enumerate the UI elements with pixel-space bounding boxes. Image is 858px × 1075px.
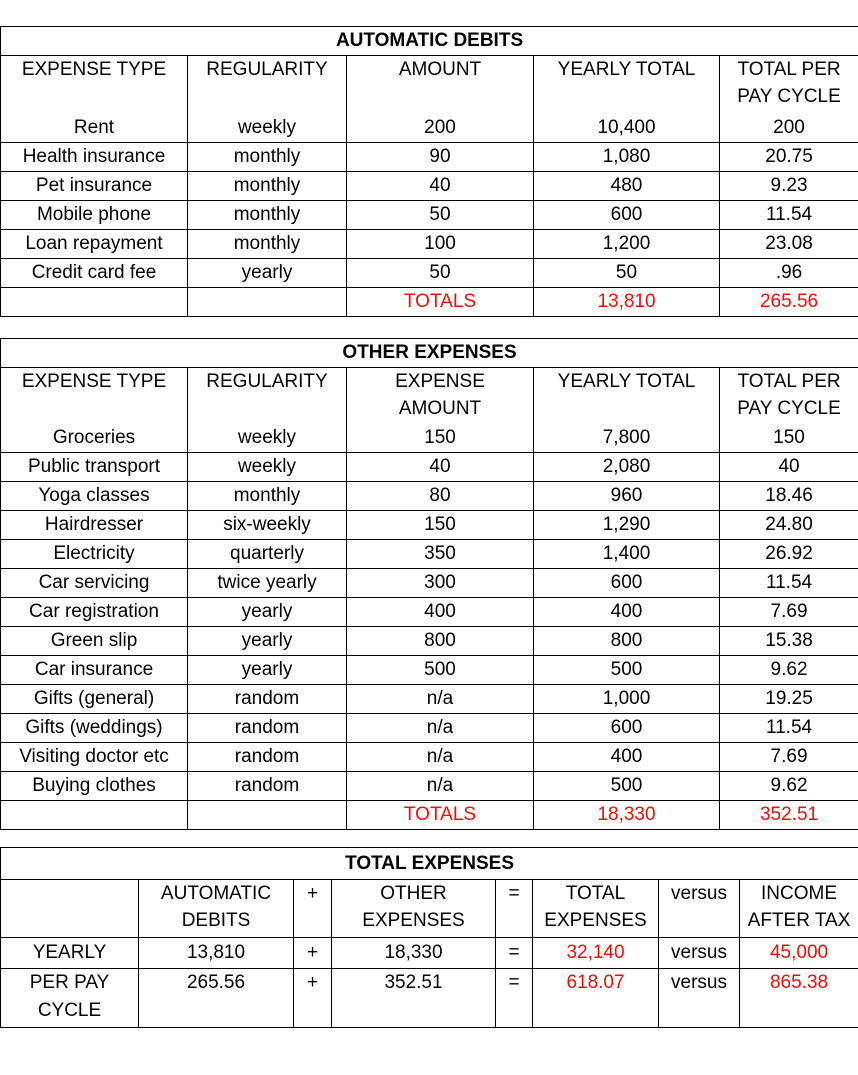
yearly-total-cell: 1,200 (534, 229, 720, 258)
totals-per-pay-cycle: 265.56 (720, 287, 858, 316)
amount-cell: 40 (347, 452, 534, 481)
header-line: EXPENSES (544, 910, 647, 931)
regularity-cell: twice yearly (188, 568, 347, 597)
table-row (1, 258, 858, 287)
table-row (1, 142, 858, 171)
table-row (1, 626, 858, 655)
totals-yearly: 18,330 (534, 800, 720, 829)
amount-cell: 500 (347, 655, 534, 684)
section-title: AUTOMATIC DEBITS (1, 27, 858, 56)
versus-label: versus (659, 969, 740, 1028)
expense-type-cell: Car insurance (1, 655, 188, 684)
yearly-automatic: 13,810 (139, 938, 294, 969)
totals-label: TOTALS (347, 800, 534, 829)
amount-cell: 90 (347, 142, 534, 171)
column-header: AMOUNT (347, 56, 534, 114)
expense-type-cell: Gifts (general) (1, 684, 188, 713)
header-line: DEBITS (181, 910, 251, 931)
regularity-cell: weekly (188, 114, 347, 143)
regularity-cell: weekly (188, 452, 347, 481)
table-row (1, 481, 858, 510)
per-pay-cycle-other: 352.51 (332, 969, 496, 1028)
per-pay-cycle-cell: .96 (720, 258, 858, 287)
yearly-total-cell: 2,080 (534, 452, 720, 481)
totals-yearly: 13,810 (534, 287, 720, 316)
yearly-total-cell: 400 (534, 742, 720, 771)
yearly-total-cell: 800 (534, 626, 720, 655)
amount-cell: 150 (347, 510, 534, 539)
regularity-cell: random (188, 771, 347, 800)
per-pay-cycle-cell: 11.54 (720, 200, 858, 229)
column-header: EXPENSE TYPE (1, 368, 188, 424)
yearly-total-cell: 960 (534, 481, 720, 510)
column-header (720, 368, 858, 424)
expense-type-cell: Mobile phone (1, 200, 188, 229)
header-line: AUTOMATIC (160, 883, 272, 904)
section-title: OTHER EXPENSES (1, 339, 858, 368)
versus-label: versus (659, 880, 740, 938)
regularity-cell: yearly (188, 655, 347, 684)
header-row (1, 880, 858, 938)
expense-type-cell: Groceries (1, 424, 188, 453)
totals-label: TOTALS (347, 287, 534, 316)
regularity-cell: random (188, 713, 347, 742)
yearly-total-cell: 7,800 (534, 424, 720, 453)
label-line: PER PAY (29, 972, 110, 993)
regularity-cell: monthly (188, 481, 347, 510)
column-header (720, 56, 858, 114)
expense-type-cell: Health insurance (1, 142, 188, 171)
expense-type-cell: Car servicing (1, 568, 188, 597)
versus-label: versus (659, 938, 740, 969)
per-pay-cycle-cell: 7.69 (720, 597, 858, 626)
empty-cell (188, 800, 347, 829)
amount-cell: 150 (347, 424, 534, 453)
per-pay-cycle-cell: 9.62 (720, 655, 858, 684)
per-pay-cycle-cell: 26.92 (720, 539, 858, 568)
plus-sign: + (294, 880, 332, 938)
automatic-debits-table (0, 26, 858, 317)
expense-type-cell: Car registration (1, 597, 188, 626)
expense-type-cell: Green slip (1, 626, 188, 655)
section-title: TOTAL EXPENSES (1, 848, 858, 880)
per-pay-cycle-cell: 24.80 (720, 510, 858, 539)
per-pay-cycle-cell: 11.54 (720, 568, 858, 597)
yearly-total-cell: 10,400 (534, 114, 720, 143)
row-label-per-pay-cycle (1, 969, 139, 1028)
yearly-total-cell: 1,400 (534, 539, 720, 568)
amount-cell: n/a (347, 742, 534, 771)
per-pay-cycle-cell: 23.08 (720, 229, 858, 258)
label-line: CYCLE (37, 1000, 102, 1021)
yearly-total-cell: 600 (534, 713, 720, 742)
regularity-cell: monthly (188, 171, 347, 200)
table-row (1, 684, 858, 713)
regularity-cell: monthly (188, 142, 347, 171)
regularity-cell: quarterly (188, 539, 347, 568)
per-pay-cycle-cell: 19.25 (720, 684, 858, 713)
column-header-income (740, 880, 858, 938)
yearly-total-cell: 400 (534, 597, 720, 626)
empty-cell (1, 880, 139, 938)
column-header: EXPENSE TYPE (1, 56, 188, 114)
per-pay-cycle-cell: 200 (720, 114, 858, 143)
yearly-total-cell: 600 (534, 200, 720, 229)
amount-cell: 40 (347, 171, 534, 200)
column-header-text: TOTAL PER PAY CYCLE (737, 59, 841, 107)
yearly-income: 45,000 (740, 938, 858, 969)
row-label-yearly: YEARLY (1, 938, 139, 969)
header-line: TOTAL (565, 883, 626, 904)
column-header: REGULARITY (188, 368, 347, 424)
expense-type-cell: Yoga classes (1, 481, 188, 510)
yearly-total-cell: 500 (534, 771, 720, 800)
table-row (1, 713, 858, 742)
expense-type-cell: Buying clothes (1, 771, 188, 800)
amount-cell: 80 (347, 481, 534, 510)
yearly-total-cell: 1,000 (534, 684, 720, 713)
per-pay-cycle-automatic: 265.56 (139, 969, 294, 1028)
column-header-text: EXPENSE AMOUNT (395, 371, 485, 419)
table-row (1, 568, 858, 597)
amount-cell: 800 (347, 626, 534, 655)
header-line: EXPENSES (362, 910, 465, 931)
plus-sign: + (294, 938, 332, 969)
regularity-cell: random (188, 684, 347, 713)
amount-cell: n/a (347, 713, 534, 742)
expense-type-cell: Credit card fee (1, 258, 188, 287)
yearly-total-cell: 1,080 (534, 142, 720, 171)
expense-type-cell: Electricity (1, 539, 188, 568)
column-header-text: TOTAL PER PAY CYCLE (737, 371, 841, 419)
regularity-cell: yearly (188, 626, 347, 655)
regularity-cell: monthly (188, 200, 347, 229)
amount-cell: 400 (347, 597, 534, 626)
yearly-total-cell: 600 (534, 568, 720, 597)
plus-sign: + (294, 969, 332, 1028)
table-row (1, 114, 858, 143)
totals-row (1, 800, 858, 829)
per-pay-cycle-cell: 9.62 (720, 771, 858, 800)
per-pay-cycle-cell: 7.69 (720, 742, 858, 771)
totals-per-pay-cycle: 352.51 (720, 800, 858, 829)
table-row (1, 452, 858, 481)
table-row (1, 597, 858, 626)
column-header: YEARLY TOTAL (534, 368, 720, 424)
equals-sign: = (496, 969, 533, 1028)
yearly-total: 32,140 (533, 938, 659, 969)
table-row (1, 742, 858, 771)
expense-type-cell: Pet insurance (1, 171, 188, 200)
yearly-total-cell: 50 (534, 258, 720, 287)
per-pay-cycle-row (1, 969, 858, 1028)
per-pay-cycle-cell: 9.23 (720, 171, 858, 200)
column-header: REGULARITY (188, 56, 347, 114)
header-line: AFTER TAX (747, 910, 851, 931)
expense-type-cell: Hairdresser (1, 510, 188, 539)
empty-cell (1, 800, 188, 829)
expense-type-cell: Public transport (1, 452, 188, 481)
column-header (347, 368, 534, 424)
header-line: INCOME (761, 883, 838, 904)
table-row (1, 200, 858, 229)
amount-cell: 50 (347, 200, 534, 229)
total-expenses-table (0, 847, 858, 1028)
per-pay-cycle-cell: 150 (720, 424, 858, 453)
per-pay-cycle-cell: 40 (720, 452, 858, 481)
table-row (1, 171, 858, 200)
per-pay-cycle-cell: 18.46 (720, 481, 858, 510)
per-pay-cycle-cell: 11.54 (720, 713, 858, 742)
column-header: YEARLY TOTAL (534, 56, 720, 114)
empty-cell (188, 287, 347, 316)
header-line: OTHER (380, 883, 447, 904)
amount-cell: 350 (347, 539, 534, 568)
table-row (1, 539, 858, 568)
table-row (1, 655, 858, 684)
totals-row (1, 287, 858, 316)
per-pay-cycle-cell: 15.38 (720, 626, 858, 655)
column-header-other (332, 880, 496, 938)
per-pay-cycle-cell: 20.75 (720, 142, 858, 171)
yearly-other: 18,330 (332, 938, 496, 969)
table-row (1, 229, 858, 258)
yearly-total-cell: 480 (534, 171, 720, 200)
regularity-cell: monthly (188, 229, 347, 258)
empty-cell (1, 287, 188, 316)
yearly-total-cell: 500 (534, 655, 720, 684)
table-row (1, 510, 858, 539)
other-expenses-table (0, 338, 858, 830)
expense-type-cell: Gifts (weddings) (1, 713, 188, 742)
amount-cell: 100 (347, 229, 534, 258)
amount-cell: 300 (347, 568, 534, 597)
regularity-cell: random (188, 742, 347, 771)
amount-cell: n/a (347, 771, 534, 800)
regularity-cell: yearly (188, 597, 347, 626)
table-row (1, 424, 858, 453)
table-row (1, 771, 858, 800)
amount-cell: 50 (347, 258, 534, 287)
amount-cell: n/a (347, 684, 534, 713)
regularity-cell: six-weekly (188, 510, 347, 539)
per-pay-cycle-total: 618.07 (533, 969, 659, 1028)
per-pay-cycle-income: 865.38 (740, 969, 858, 1028)
regularity-cell: yearly (188, 258, 347, 287)
amount-cell: 200 (347, 114, 534, 143)
regularity-cell: weekly (188, 424, 347, 453)
expense-type-cell: Rent (1, 114, 188, 143)
yearly-row (1, 938, 858, 969)
expense-type-cell: Loan repayment (1, 229, 188, 258)
yearly-total-cell: 1,290 (534, 510, 720, 539)
equals-sign: = (496, 938, 533, 969)
column-header-total (533, 880, 659, 938)
column-header-automatic (139, 880, 294, 938)
expense-type-cell: Visiting doctor etc (1, 742, 188, 771)
equals-sign: = (496, 880, 533, 938)
